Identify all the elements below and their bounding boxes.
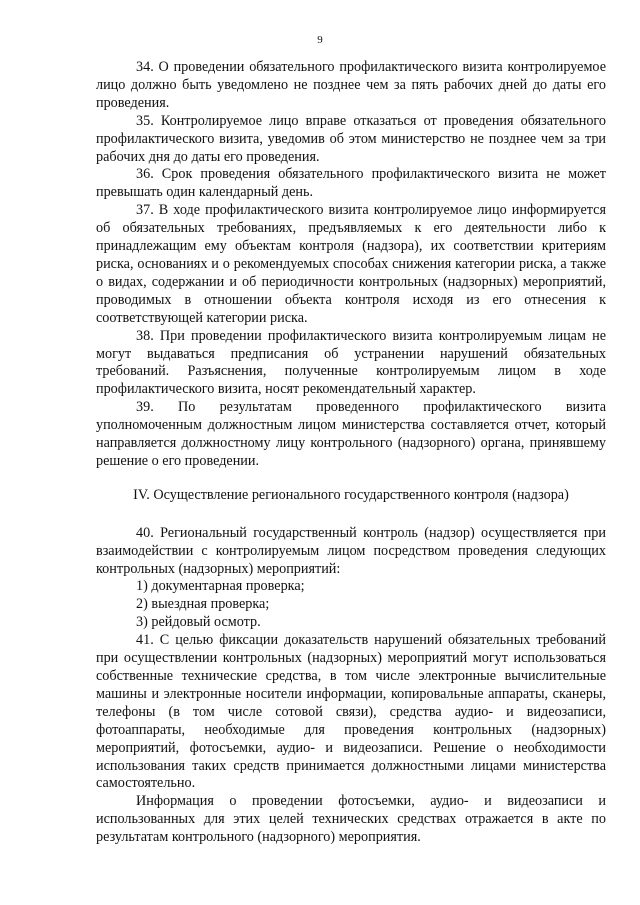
paragraph-37: 37. В ходе профилактического визита контролируемое лицо информируется об обязательных требованиях, предъявляемых к его деятельности либо к принадлежащим ему объектам контроля (надзора), их соответствии критериям риска, основаниях и о рекомендуемых способах снижения категории риска, а также о видах, содержании и об периодичности контрольных (надзорных) мероприятий, проводимых в отношении объекта контроля исходя из его отнесения к соответствующей категории риска. bbox=[96, 202, 606, 326]
paragraph-41: 41. С целью фиксации доказательств нарушений обязательных требований при осуществлении контрольных (надзорных) мероприятий могут использоваться собственные технические средства, в том числе электронные вычислительные машины и электронные носители информации, копировальные аппараты, сканеры, телефоны (в том числе сотовой связи), средства аудио- и видеозаписи, фотоаппараты, необходимые для проведения контрольных (надзорных) мероприятий, фотосъемки, аудио- и видеозаписи. Решение о необходимости использования таких средств принимается должностными лицами министерства самостоятельно. bbox=[96, 632, 606, 792]
paragraph-40: 40. Региональный государственный контроль (надзор) осуществляется при взаимодействии с контролируемым лицом посредством проведения следующих контрольных (надзорных) мероприятий: bbox=[96, 524, 606, 577]
paragraph-38: 38. При проведении профилактического визита контролируемым лицам не могут выдаваться предписания об устранении нарушений обязательных требований. Разъяснения, полученные контролируемым лицом в ходе профилактического визита, носят рекомендательный характер. bbox=[96, 327, 606, 398]
list-item-onsite-check: 2) выездная проверка; bbox=[136, 596, 270, 613]
paragraph-35: 35. Контролируемое лицо вправе отказаться от проведения обязательного профилактического визита, уведомив об этом министерство не позднее чем за три рабочих дня до даты его проведения. bbox=[96, 112, 606, 165]
list-item-documentary-check: 1) документарная проверка; bbox=[136, 578, 305, 595]
paragraph-36: 36. Срок проведения обязательного профилактического визита не может превышать один календарный день. bbox=[96, 166, 606, 201]
document-body bbox=[96, 59, 606, 847]
page-number: 9 bbox=[317, 34, 323, 46]
paragraph-information: Информация о проведении фотосъемки, аудио- и видеозаписи и использованных для этих целей технических средствах отражается в акте по результатам контрольного (надзорного) мероприятия. bbox=[96, 793, 606, 846]
paragraph-34: 34. О проведении обязательного профилактического визита контролируемое лицо должно быть уведомлено не позднее чем за пять рабочих дней до даты его проведения. bbox=[96, 59, 606, 111]
paragraph-39: 39. По результатам проведенного профилактического визита уполномоченным должностным лицом министерства составляется отчет, который направляется должностному лицу контрольного (надзорного) органа, принявшему решение о его проведении. bbox=[96, 399, 606, 469]
list-item-raid-inspection: 3) рейдовый осмотр. bbox=[136, 614, 261, 631]
section-heading: IV. Осуществление регионального государственного контроля (надзора) bbox=[133, 486, 569, 503]
